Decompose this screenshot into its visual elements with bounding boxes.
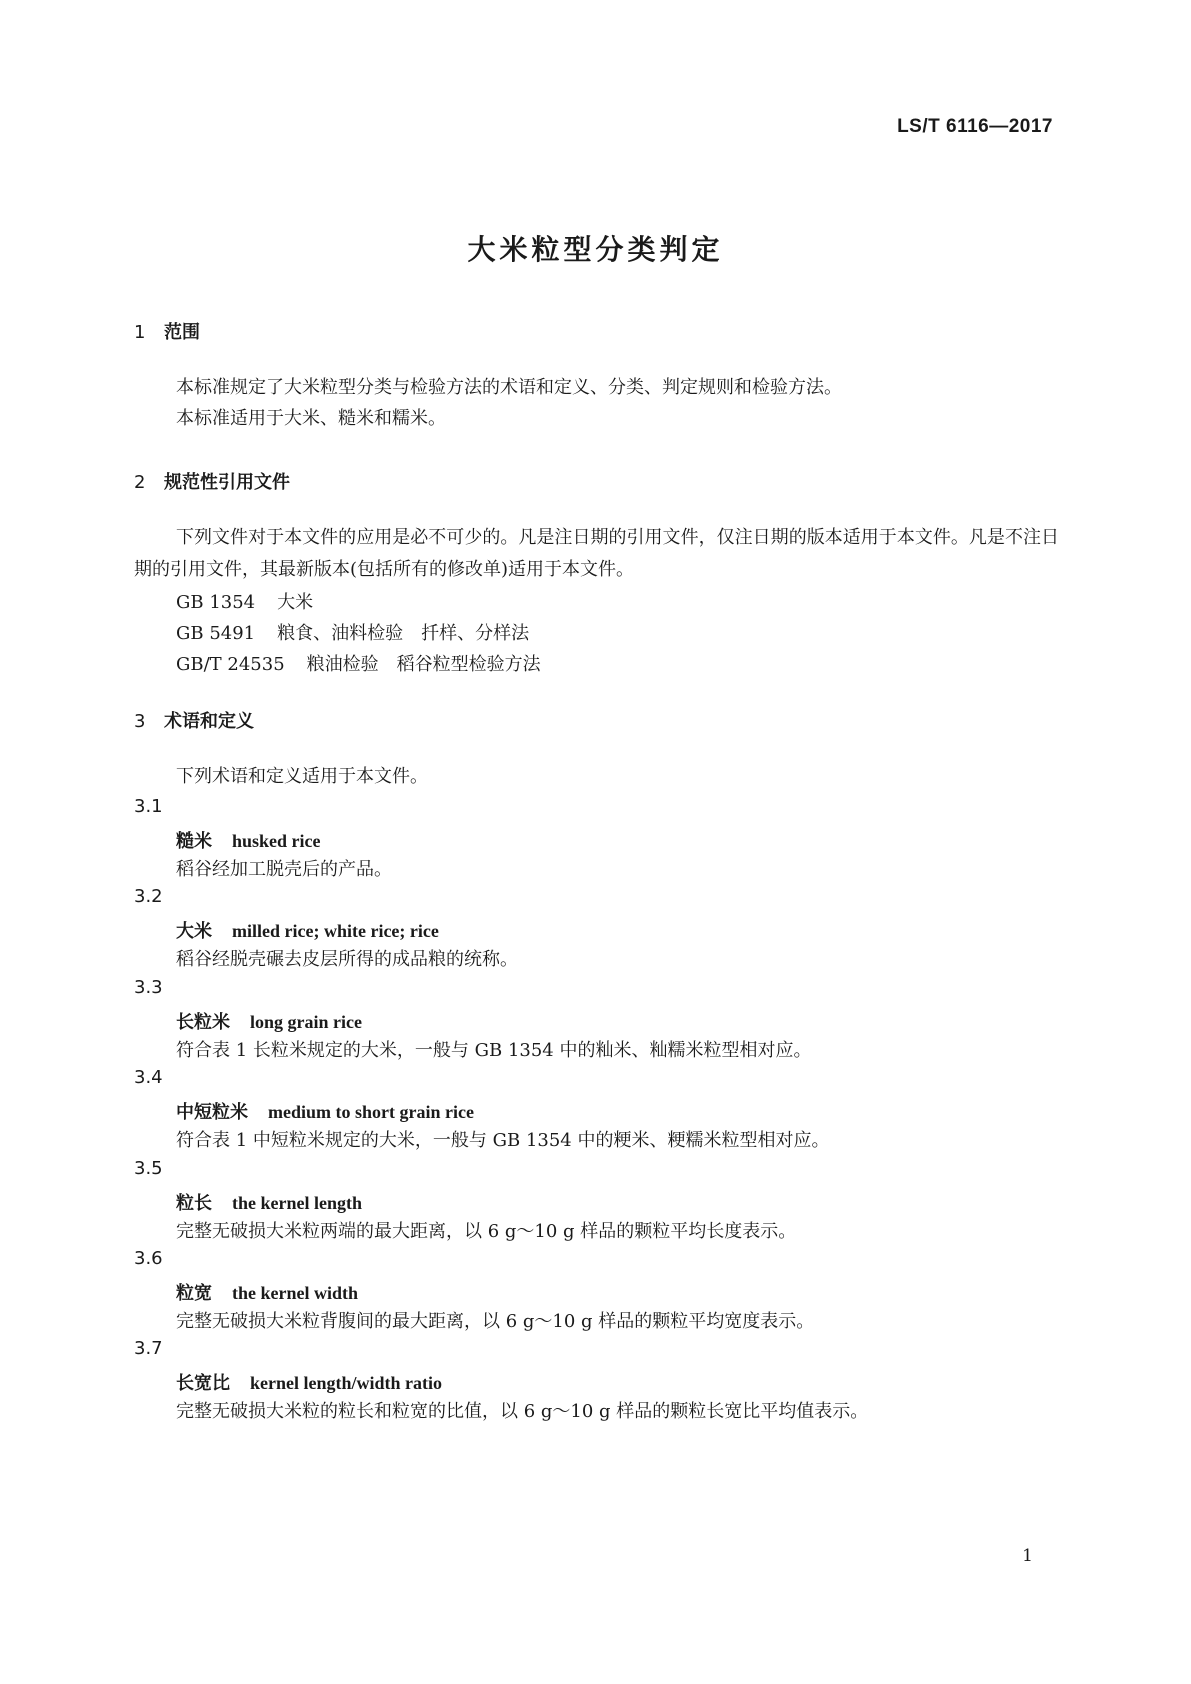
term-name [176, 1098, 474, 1124]
reference-item [176, 650, 541, 676]
term-number: 3.3 [134, 977, 163, 998]
reference-title: 粮食、油料检验 扦样、分样法 [277, 623, 530, 644]
term-number: 3.5 [134, 1158, 163, 1179]
reference-title: 大米 [277, 592, 314, 613]
section-number: 3 [134, 711, 146, 732]
term-zh: 粒宽 [176, 1283, 212, 1304]
reference-title: 粮油检验 稻谷粒型检验方法 [306, 654, 541, 675]
section-title: 规范性引用文件 [164, 472, 290, 493]
term-zh: 长宽比 [176, 1373, 230, 1394]
reference-code: GB/T 24535 [176, 654, 285, 675]
term-zh: 大米 [176, 921, 212, 942]
term-en: the kernel width [232, 1283, 358, 1303]
reference-code: GB 1354 [176, 592, 256, 613]
term-number: 3.6 [134, 1248, 163, 1269]
section-heading-terms [134, 707, 254, 733]
reference-item [176, 619, 529, 645]
term-zh: 长粒米 [176, 1012, 230, 1033]
term-zh: 粒长 [176, 1193, 212, 1214]
term-name [176, 1189, 362, 1215]
term-en: the kernel length [232, 1193, 362, 1213]
term-zh: 中短粒米 [176, 1102, 248, 1123]
section-heading-normative-references [134, 468, 290, 494]
term-definition: 稻谷经脱壳碾去皮层所得的成品粮的统称。 [176, 949, 518, 970]
term-en: medium to short grain rice [268, 1102, 474, 1122]
section-number: 2 [134, 472, 146, 493]
term-definition: 稻谷经加工脱壳后的产品。 [176, 859, 392, 880]
scope-paragraph: 本标准规定了大米粒型分类与检验方法的术语和定义、分类、判定规则和检验方法。 [176, 377, 842, 398]
term-name [176, 917, 439, 943]
term-definition: 完整无破损大米粒两端的最大距离，以 6 g～10 g 样品的颗粒平均长度表示。 [176, 1221, 797, 1242]
section-title: 术语和定义 [164, 711, 254, 732]
term-en: kernel length/width ratio [250, 1373, 442, 1393]
term-name [176, 1008, 362, 1034]
term-definition: 符合表 1 长粒米规定的大米，一般与 GB 1354 中的籼米、籼糯米粒型相对应。 [176, 1040, 812, 1061]
section-heading-scope [134, 318, 200, 344]
references-paragraph: 下列文件对于本文件的应用是必不可少的。凡是注日期的引用文件，仅注日期的版本适用于本文件。凡是不注日期的引用文件，其最新版本(包括所有的修改单)适用于本文件。 [134, 527, 1059, 580]
term-en: husked rice [232, 831, 321, 851]
term-definition: 符合表 1 中短粒米规定的大米，一般与 GB 1354 中的粳米、粳糯米粒型相对应。 [176, 1130, 830, 1151]
document-title: 大米粒型分类判定 [467, 233, 724, 266]
term-number: 3.2 [134, 886, 163, 907]
page-number: 1 [1022, 1546, 1033, 1566]
term-name [176, 827, 321, 853]
term-en: long grain rice [250, 1012, 362, 1032]
term-number: 3.4 [134, 1067, 163, 1088]
standard-id: LS/T 6116—2017 [897, 116, 1053, 137]
scope-paragraph: 本标准适用于大米、糙米和糯米。 [176, 408, 446, 429]
term-name [176, 1279, 358, 1305]
terms-intro: 下列术语和定义适用于本文件。 [176, 766, 428, 787]
term-definition: 完整无破损大米粒背腹间的最大距离，以 6 g～10 g 样品的颗粒平均宽度表示。 [176, 1311, 815, 1332]
term-number: 3.1 [134, 796, 163, 817]
term-name [176, 1369, 442, 1395]
term-zh: 糙米 [176, 831, 212, 852]
section-number: 1 [134, 322, 146, 343]
term-en: milled rice; white rice; rice [232, 921, 439, 941]
section-title: 范围 [164, 322, 200, 343]
reference-item [176, 588, 313, 614]
term-definition: 完整无破损大米粒的粒长和粒宽的比值，以 6 g～10 g 样品的颗粒长宽比平均值表示。 [176, 1401, 869, 1422]
term-number: 3.7 [134, 1338, 163, 1359]
reference-code: GB 5491 [176, 623, 256, 644]
